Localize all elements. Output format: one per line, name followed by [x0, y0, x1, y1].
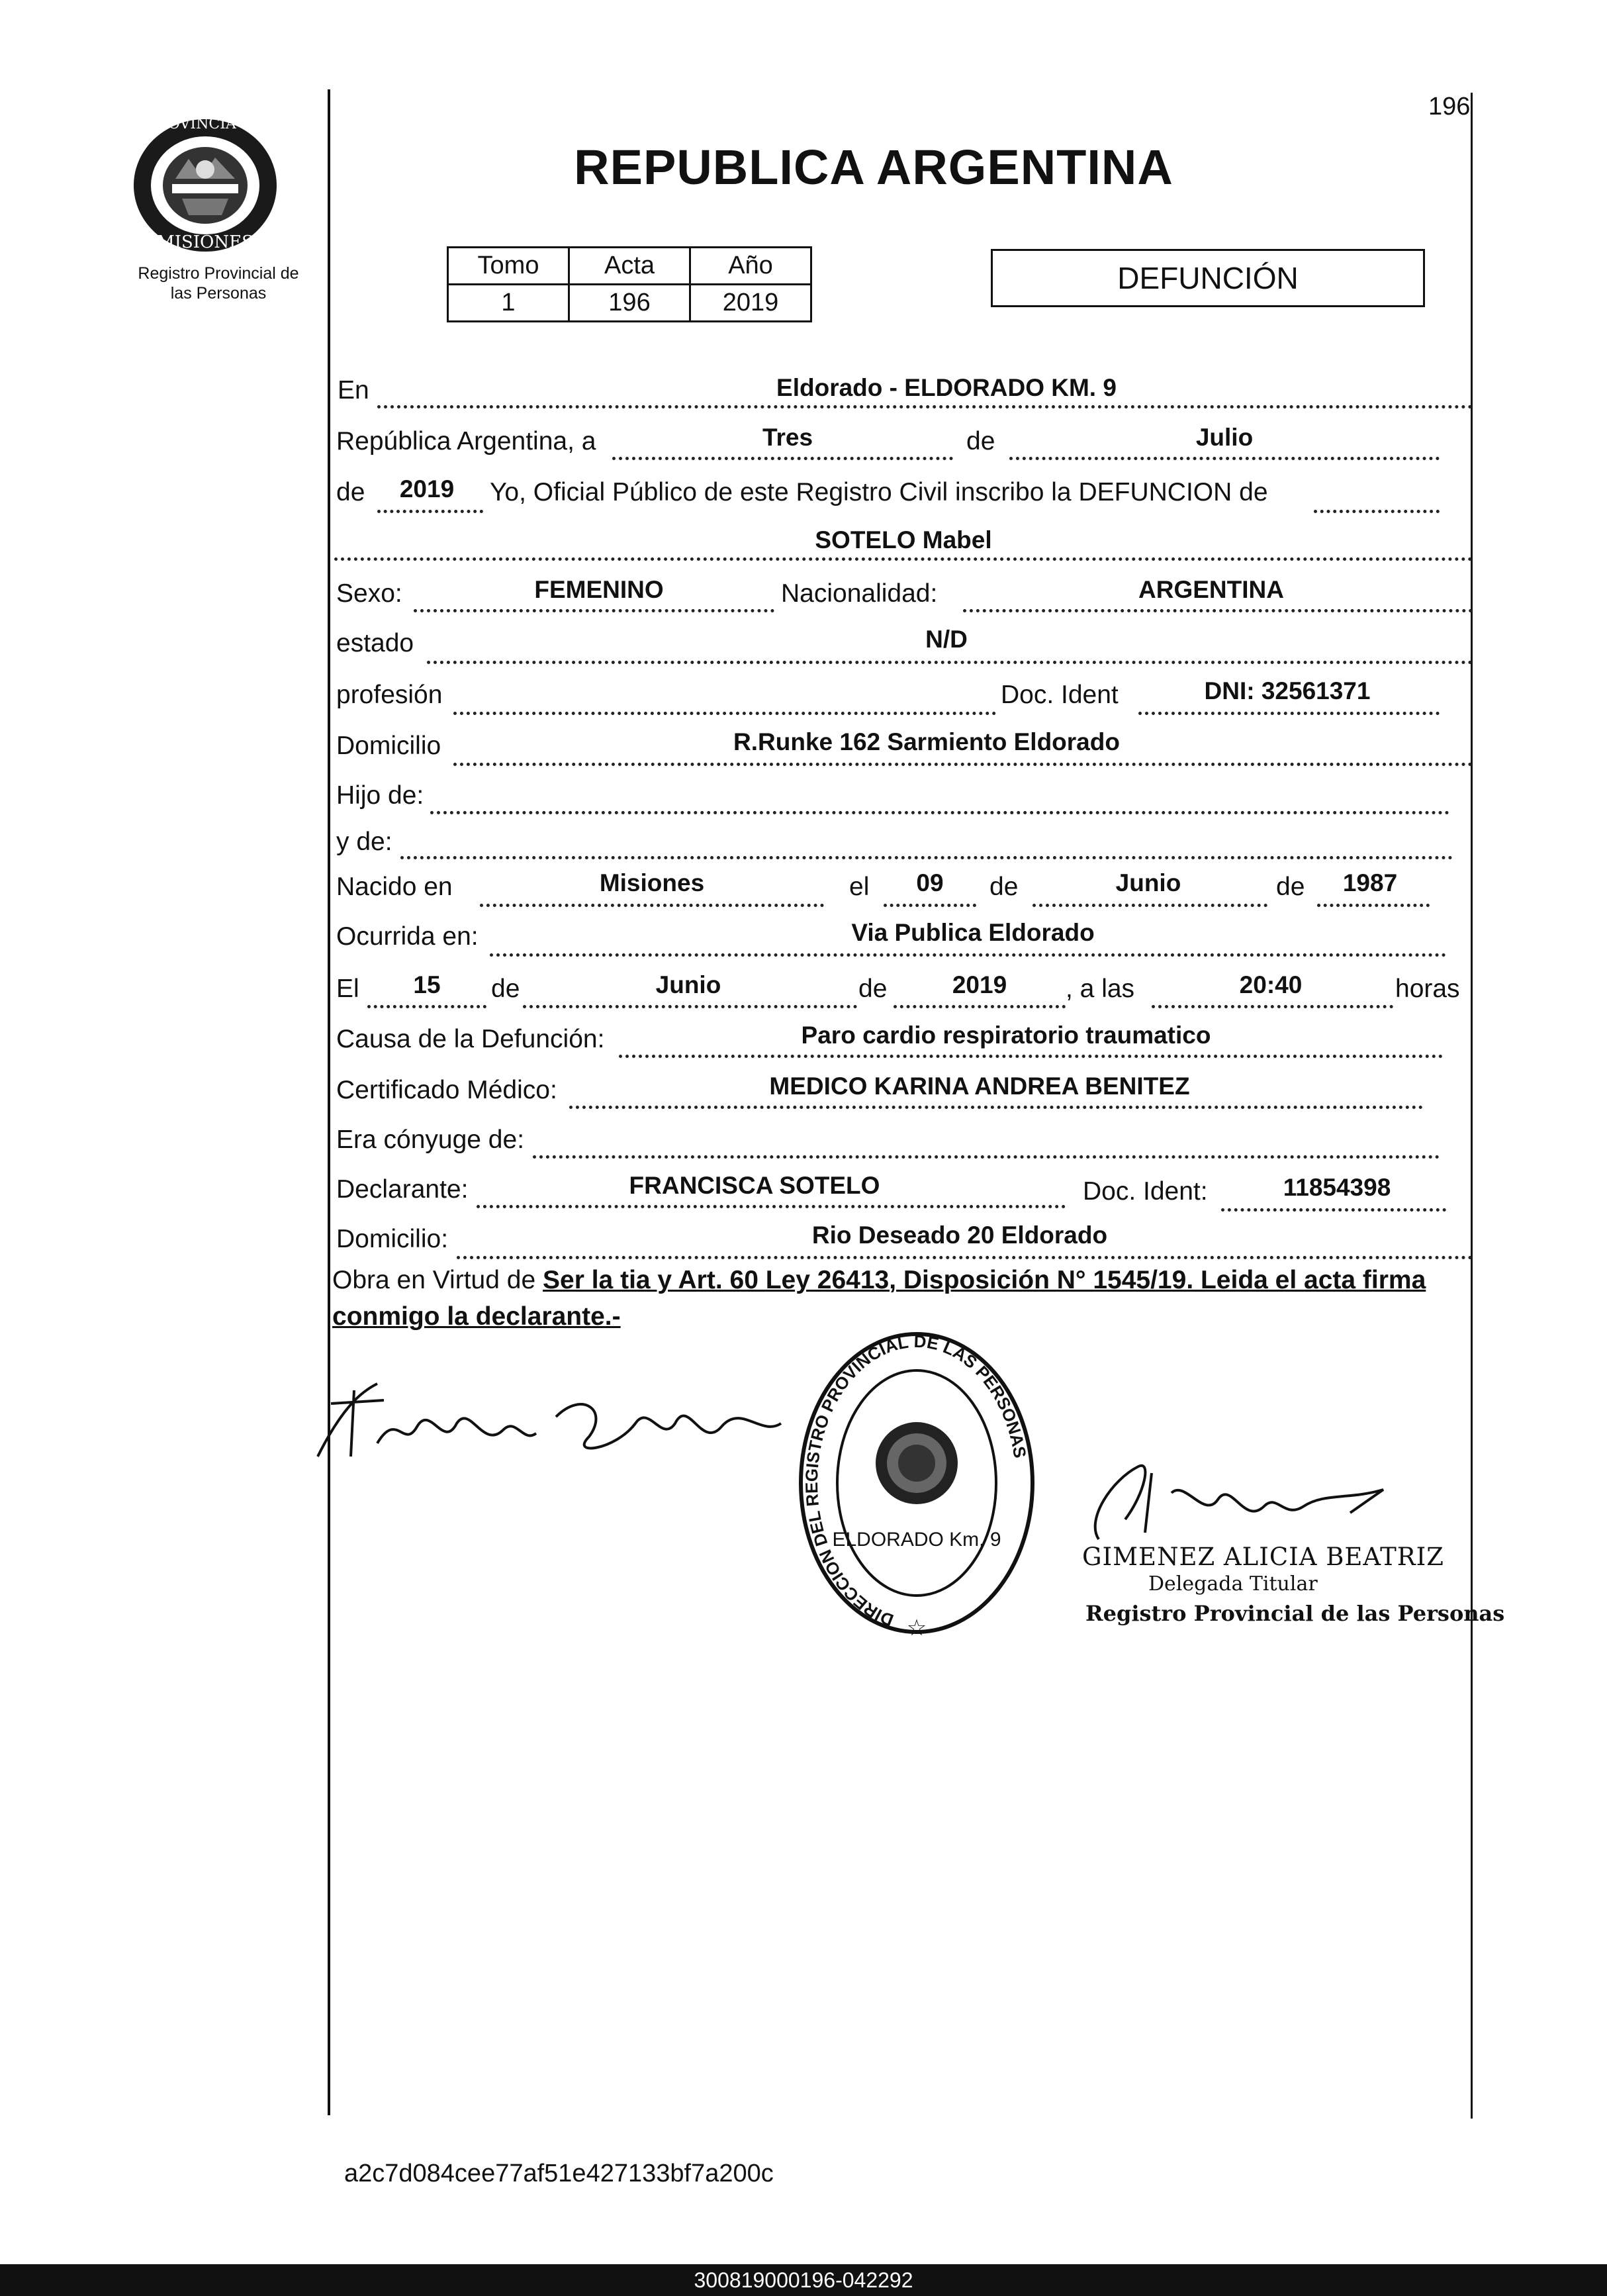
registry-value-anio: 2019	[690, 285, 811, 322]
causa-value: Paro cardio respiratorio traumatico	[801, 1022, 1211, 1049]
el-label: El	[336, 975, 359, 1003]
svg-text:Francisca Sotelo: Francisca Sotelo	[412, 1437, 660, 1470]
official-office: Registro Provincial de las Personas	[1085, 1601, 1505, 1626]
year-value: 2019	[399, 475, 455, 502]
dotted-line	[457, 1256, 1473, 1259]
dotted-line	[1152, 1005, 1393, 1008]
declarante-domicilio-value: Rio Deseado 20 Eldorado	[811, 1221, 1108, 1249]
y-de-label: y de:	[336, 828, 392, 856]
defuncion-dia-value: 15	[413, 971, 441, 998]
republica-label: República Argentina, a	[336, 427, 596, 455]
hora-value: 20:40	[1239, 971, 1303, 998]
obra-en-virtud	[332, 1262, 1472, 1335]
ocurrida-value: Via Publica Eldorado	[851, 919, 1095, 946]
month-value: Julio	[1195, 424, 1254, 451]
deceased-name-value: SOTELO Mabel	[815, 526, 992, 553]
sexo-value: FEMENINO	[534, 576, 664, 603]
dotted-line	[1314, 510, 1440, 513]
obra-prefix: Obra en Virtud de	[332, 1266, 536, 1294]
dotted-line	[453, 712, 996, 715]
document-hash: a2c7d084cee77af51e427133bf7a200c	[344, 2160, 774, 2187]
dotted-line	[1221, 1208, 1446, 1212]
official-name: GIMENEZ ALICIA BEATRIZ	[1082, 1543, 1444, 1571]
place-value: Eldorado - ELDORADO KM. 9	[776, 374, 1117, 401]
nacimiento-dia-value: 09	[916, 869, 944, 896]
a-las-label: , a las	[1066, 975, 1135, 1003]
svg-text:ELDORADO Km. 9: ELDORADO Km. 9	[832, 1529, 1001, 1551]
estado-value: N/D	[925, 626, 968, 653]
dotted-line	[367, 1005, 486, 1008]
ocurrida-label: Ocurrida en:	[336, 922, 479, 951]
nacimiento-mes-value: Junio	[1115, 869, 1181, 896]
nacido-label: Nacido en	[336, 873, 453, 901]
de-label: de	[336, 478, 365, 506]
dotted-line	[400, 856, 1453, 859]
nacionalidad-value: ARGENTINA	[1138, 576, 1284, 603]
certificado-value: MEDICO KARINA ANDREA BENITEZ	[769, 1073, 1190, 1100]
dotted-line	[414, 609, 774, 612]
domicilio-value: R.Runke 162 Sarmiento Eldorado	[733, 728, 1120, 755]
de-label: de	[858, 975, 888, 1003]
defuncion-mes-value: Junio	[655, 971, 721, 998]
declarante-doc-value: 11854398	[1283, 1174, 1391, 1201]
page-number: 196	[1428, 93, 1471, 120]
obra-text: Ser la tia y Art. 60 Ley 26413, Disposición N° 1545/19. Leida el acta firma conmigo la declarante.-	[332, 1266, 1426, 1331]
official-stamp	[791, 1327, 1042, 1639]
domicilio-label: Domicilio	[336, 732, 441, 760]
declarante-label: Declarante:	[336, 1175, 469, 1204]
dotted-line	[490, 953, 1446, 957]
de-label: de	[1276, 873, 1305, 901]
dotted-line	[334, 557, 1473, 561]
dotted-line	[427, 661, 1473, 664]
dotted-line	[963, 609, 1473, 612]
dotted-line	[894, 1005, 1066, 1008]
certificado-label: Certificado Médico:	[336, 1076, 557, 1104]
hijo-label: Hijo de:	[336, 781, 424, 810]
nacionalidad-label: Nacionalidad:	[781, 579, 938, 608]
registry-value-acta: 196	[569, 285, 690, 322]
dotted-line	[377, 405, 1473, 408]
declarant-signature	[304, 1364, 794, 1470]
de-label: de	[966, 427, 995, 455]
dotted-line	[569, 1106, 1423, 1109]
dotted-line	[612, 457, 953, 460]
office-name: Registro Provincial de las Personas	[138, 264, 299, 303]
de-label: de	[989, 873, 1019, 901]
estado-label: estado	[336, 629, 414, 657]
dotted-line	[1317, 904, 1430, 907]
declarante-value: FRANCISCA SOTELO	[629, 1172, 880, 1199]
de-label: de	[491, 975, 520, 1003]
declarante-domicilio-label: Domicilio:	[336, 1225, 449, 1253]
el-label: el	[849, 873, 870, 901]
conyuge-label: Era cónyuge de:	[336, 1125, 525, 1154]
page-title: REPUBLICA ARGENTINA	[574, 140, 1173, 195]
doc-ident-label: Doc. Ident	[1001, 681, 1119, 709]
registry-header-acta: Acta	[569, 248, 690, 285]
document-type-box: DEFUNCIÓN	[991, 249, 1425, 307]
dotted-line	[1033, 904, 1267, 907]
day-word-value: Tres	[762, 424, 813, 451]
barcode-number: 300819000196-042292	[0, 2264, 1607, 2296]
dotted-line	[477, 1205, 1066, 1208]
horas-label: horas	[1395, 975, 1460, 1003]
provincial-seal-logo	[122, 106, 288, 258]
registry-value-tomo: 1	[448, 285, 569, 322]
dotted-line	[884, 904, 976, 907]
doc-value: DNI: 32561371	[1204, 677, 1371, 704]
svg-text:☆: ☆	[906, 1615, 927, 1639]
dotted-line	[453, 763, 1473, 766]
dotted-line	[619, 1055, 1443, 1058]
en-label: En	[338, 376, 369, 405]
defuncion-anio-value: 2019	[952, 971, 1007, 998]
left-margin-line	[328, 89, 330, 2115]
svg-text:PROVINCIA DE: PROVINCIA DE	[147, 116, 263, 132]
dotted-line	[533, 1155, 1440, 1159]
profesion-label: profesión	[336, 681, 443, 709]
oficial-text: Yo, Oficial Público de este Registro Civil inscribo la DEFUNCION de	[490, 478, 1268, 506]
dotted-line	[377, 510, 483, 513]
dotted-line	[480, 904, 824, 907]
svg-text:DIRECCION DEL REGISTRO PROVINC: DIRECCION DEL REGISTRO PROVINCIAL DE LAS PERSONAS	[801, 1331, 1031, 1631]
dotted-line	[523, 1005, 857, 1008]
official-signature	[1072, 1453, 1403, 1553]
causa-label: Causa de la Defunción:	[336, 1025, 605, 1053]
dotted-line	[430, 811, 1449, 814]
nacimiento-anio-value: 1987	[1342, 869, 1398, 896]
registry-header-anio: Año	[690, 248, 811, 285]
registry-table	[447, 246, 812, 322]
right-margin-line	[1471, 93, 1473, 2119]
sexo-label: Sexo:	[336, 579, 402, 608]
declarante-doc-label: Doc. Ident:	[1083, 1177, 1208, 1206]
nacido-lugar-value: Misiones	[599, 869, 705, 896]
official-role: Delegada Titular	[1148, 1572, 1318, 1596]
dotted-line	[1138, 712, 1440, 715]
dotted-line	[1009, 457, 1440, 460]
registry-header-tomo: Tomo	[448, 248, 569, 285]
svg-text:MISIONES: MISIONES	[157, 232, 253, 252]
